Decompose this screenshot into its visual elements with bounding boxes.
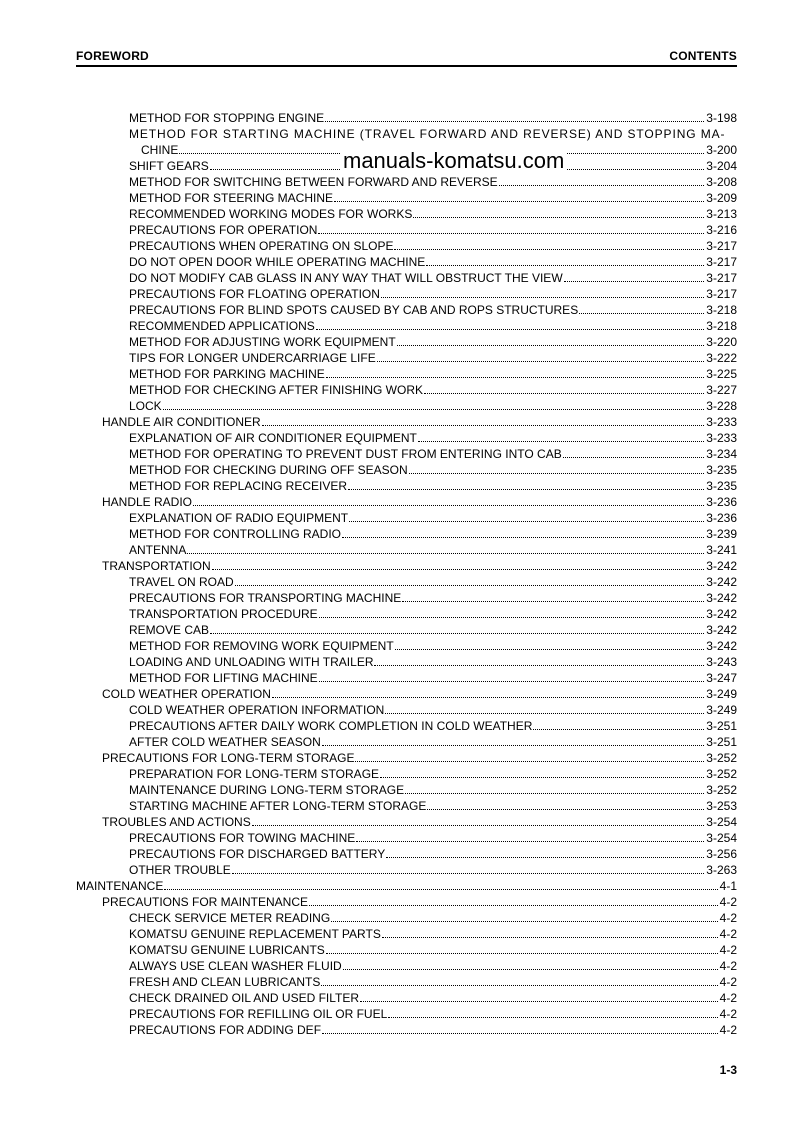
toc-entry-page: 3-235 <box>706 479 737 493</box>
toc-entry-title: METHOD FOR STOPPING ENGINE <box>129 111 325 125</box>
toc-entry-page: 3-252 <box>706 751 737 765</box>
toc-entry-page: 3-236 <box>706 495 737 509</box>
toc-entry[interactable] <box>76 621 737 637</box>
toc-entry-title: PRECAUTIONS FOR DISCHARGED BATTERY <box>129 847 386 861</box>
toc-entry[interactable] <box>76 909 737 925</box>
toc-entry[interactable] <box>76 1005 737 1021</box>
toc-entry[interactable] <box>76 461 737 477</box>
toc-entry-title: CHECK DRAINED OIL AND USED FILTER <box>129 991 360 1005</box>
toc-entry-page: 3-241 <box>706 543 737 557</box>
toc-entry[interactable] <box>76 685 737 701</box>
dot-leader <box>325 121 704 122</box>
toc-entry-title: PRECAUTIONS FOR ADDING DEF <box>129 1023 322 1037</box>
toc-entry-title: HANDLE AIR CONDITIONER <box>102 415 261 429</box>
toc-entry-page: 3-234 <box>706 447 737 461</box>
dot-leader <box>348 489 704 490</box>
toc-entry-title: TIPS FOR LONGER UNDERCARRIAGE LIFE <box>129 351 376 365</box>
dot-leader <box>382 937 718 938</box>
dot-leader <box>427 809 704 810</box>
toc-entry-page: 3-249 <box>706 687 737 701</box>
dot-leader <box>564 281 705 282</box>
toc-entry-title: PRECAUTIONS FOR BLIND SPOTS CAUSED BY CAB AND ROPS STRUCTURES <box>129 303 579 317</box>
toc-entry-title: PRECAUTIONS FOR FLOATING OPERATION <box>129 287 380 301</box>
toc-entry[interactable] <box>76 253 737 269</box>
toc-entry-page: 3-233 <box>706 431 737 445</box>
toc-entry-title: LOADING AND UNLOADING WITH TRAILER <box>129 655 374 669</box>
toc-entry-page: 3-217 <box>706 271 737 285</box>
dot-leader <box>318 233 704 234</box>
toc-entry-page: 3-217 <box>706 255 737 269</box>
toc-entry-page: 3-239 <box>706 527 737 541</box>
toc-entry-title: METHOD FOR LIFTING MACHINE <box>129 671 318 685</box>
toc-entry-title: SHIFT GEARS <box>129 159 209 173</box>
dot-leader <box>374 665 704 666</box>
toc-entry[interactable] <box>76 589 737 605</box>
dot-leader <box>426 265 704 266</box>
toc-entry-title: MAINTENANCE <box>76 879 164 893</box>
running-header-left: FOREWORD <box>76 49 149 63</box>
dot-leader <box>319 681 705 682</box>
dot-leader <box>235 585 705 586</box>
dot-leader <box>343 969 718 970</box>
watermark: manuals-komatsu.com <box>343 148 565 173</box>
toc-entry[interactable] <box>76 509 737 525</box>
toc-entry-page: 3-242 <box>706 575 737 589</box>
toc-entry[interactable] <box>76 653 737 669</box>
dot-leader <box>212 569 705 570</box>
toc-entry-page: 4-2 <box>719 1023 737 1037</box>
dot-leader <box>272 697 704 698</box>
toc-entry-title: MAINTENANCE DURING LONG-TERM STORAGE <box>129 783 405 797</box>
toc-entry[interactable] <box>76 493 737 509</box>
toc-entry[interactable] <box>76 189 737 205</box>
toc-entry-title: FRESH AND CLEAN LUBRICANTS <box>129 975 321 989</box>
toc-entry[interactable] <box>76 957 737 973</box>
page-number: 1-3 <box>719 1063 737 1077</box>
toc-entry[interactable] <box>76 717 737 733</box>
dot-leader <box>342 537 704 538</box>
toc-entry[interactable] <box>76 109 737 125</box>
toc-entry[interactable] <box>76 269 737 285</box>
dot-leader <box>499 185 705 186</box>
dot-leader <box>405 793 704 794</box>
toc-entry-title: KOMATSU GENUINE REPLACEMENT PARTS <box>129 927 381 941</box>
dot-leader <box>579 313 704 314</box>
toc-entry-title: RECOMMENDED WORKING MODES FOR WORKS <box>129 207 413 221</box>
toc-entry[interactable] <box>76 525 737 541</box>
toc-entry-title: DO NOT MODIFY CAB GLASS IN ANY WAY THAT WILL OBSTRUCT THE VIEW <box>129 271 563 285</box>
toc-entry-page: 3-251 <box>706 719 737 733</box>
toc-entry-page: 3-216 <box>706 223 737 237</box>
dot-leader <box>413 217 704 218</box>
dot-leader <box>326 377 705 378</box>
toc-entry-page: 3-242 <box>706 623 737 637</box>
dot-leader <box>418 441 704 442</box>
dot-leader <box>232 873 705 874</box>
table-of-contents <box>76 109 737 1037</box>
toc-entry-title: PREPARATION FOR LONG-TERM STORAGE <box>129 767 380 781</box>
toc-entry-title: ALWAYS USE CLEAN WASHER FLUID <box>129 959 342 973</box>
header-rule <box>76 65 737 67</box>
dot-leader <box>424 393 704 394</box>
dot-leader <box>322 1033 718 1034</box>
toc-entry-title: COLD WEATHER OPERATION <box>102 687 271 701</box>
toc-entry-title: REMOVE CAB <box>129 623 210 637</box>
toc-entry-title: STARTING MACHINE AFTER LONG-TERM STORAGE <box>129 799 427 813</box>
toc-entry-title: RECOMMENDED APPLICATIONS <box>129 319 315 333</box>
toc-entry-page: 4-2 <box>719 975 737 989</box>
dot-leader <box>322 745 704 746</box>
dot-leader <box>409 473 705 474</box>
dot-leader <box>381 297 704 298</box>
dot-leader <box>394 249 704 250</box>
toc-entry-title: METHOD FOR CHECKING DURING OFF SEASON <box>129 463 408 477</box>
toc-entry-title: LOCK <box>129 399 162 413</box>
toc-entry-title: AFTER COLD WEATHER SEASON <box>129 735 321 749</box>
dot-leader <box>380 777 704 778</box>
toc-entry-title: PRECAUTIONS AFTER DAILY WORK COMPLETION IN COLD WEATHER <box>129 719 533 733</box>
dot-leader <box>355 761 704 762</box>
toc-entry-page: 4-1 <box>719 879 737 893</box>
toc-entry-page: 4-2 <box>719 943 737 957</box>
dot-leader <box>210 633 704 634</box>
toc-entry-page: 3-263 <box>706 863 737 877</box>
dot-leader <box>309 905 718 906</box>
toc-entry[interactable] <box>76 125 737 141</box>
toc-entry-page: 3-243 <box>706 655 737 669</box>
toc-entry-page: 3-254 <box>706 831 737 845</box>
dot-leader <box>349 521 704 522</box>
toc-entry-page: 3-252 <box>706 783 737 797</box>
dot-leader <box>395 649 705 650</box>
toc-entry-page: 3-254 <box>706 815 737 829</box>
toc-entry-title: CHECK SERVICE METER READING <box>129 911 331 925</box>
toc-entry-title: OTHER TROUBLE <box>129 863 231 877</box>
toc-entry[interactable] <box>76 861 737 877</box>
toc-entry-title: DO NOT OPEN DOOR WHILE OPERATING MACHINE <box>129 255 426 269</box>
toc-entry-page: 3-200 <box>706 143 737 157</box>
toc-entry[interactable] <box>76 813 737 829</box>
toc-entry-title: ANTENNA <box>129 543 187 557</box>
toc-entry-page: 3-252 <box>706 767 737 781</box>
toc-entry[interactable] <box>76 429 737 445</box>
toc-entry-title: TRANSPORTATION PROCEDURE <box>129 607 318 621</box>
toc-entry-page: 3-204 <box>706 159 737 173</box>
toc-entry[interactable] <box>76 301 737 317</box>
toc-entry-title: TRANSPORTATION <box>102 559 211 573</box>
dot-leader <box>360 1001 718 1002</box>
dot-leader <box>321 985 717 986</box>
toc-entry-page: 3-213 <box>706 207 737 221</box>
toc-entry-page: 3-256 <box>706 847 737 861</box>
toc-entry-title: METHOD FOR CONTROLLING RADIO <box>129 527 342 541</box>
toc-entry[interactable] <box>76 829 737 845</box>
dot-leader <box>319 617 705 618</box>
dot-leader <box>388 1017 717 1018</box>
toc-entry-page: 4-2 <box>719 927 737 941</box>
toc-entry[interactable] <box>76 765 737 781</box>
toc-entry-page: 3-242 <box>706 591 737 605</box>
toc-entry-title: PRECAUTIONS FOR TRANSPORTING MACHINE <box>129 591 402 605</box>
toc-entry-title: TRAVEL ON ROAD <box>129 575 234 589</box>
toc-entry-page: 3-242 <box>706 607 737 621</box>
toc-entry[interactable] <box>76 877 737 893</box>
toc-entry-title: PRECAUTIONS FOR REFILLING OIL OR FUEL <box>129 1007 388 1021</box>
toc-entry-page: 3-217 <box>706 239 737 253</box>
toc-entry-page: 3-217 <box>706 287 737 301</box>
dot-leader <box>164 889 717 890</box>
toc-entry-page: 3-218 <box>706 303 737 317</box>
toc-entry-page: 3-220 <box>706 335 737 349</box>
dot-leader <box>402 601 704 602</box>
toc-entry-page: 3-208 <box>706 175 737 189</box>
toc-entry-page: 3-249 <box>706 703 737 717</box>
toc-entry-page: 3-242 <box>706 639 737 653</box>
dot-leader <box>563 457 705 458</box>
toc-entry-title: METHOD FOR ADJUSTING WORK EQUIPMENT <box>129 335 396 349</box>
dot-leader <box>377 361 705 362</box>
toc-entry-title: METHOD FOR REMOVING WORK EQUIPMENT <box>129 639 394 653</box>
toc-entry-page: 4-2 <box>719 959 737 973</box>
dot-leader <box>326 953 718 954</box>
toc-entry-title: METHOD FOR OPERATING TO PREVENT DUST FROM ENTERING INTO CAB <box>129 447 562 461</box>
dot-leader <box>252 825 705 826</box>
dot-leader <box>533 729 704 730</box>
dot-leader <box>193 505 704 506</box>
toc-entry-page: 3-225 <box>706 367 737 381</box>
toc-entry[interactable] <box>76 557 737 573</box>
toc-entry-title: PRECAUTIONS FOR LONG-TERM STORAGE <box>102 751 355 765</box>
dot-leader <box>331 921 718 922</box>
toc-entry[interactable] <box>76 173 737 189</box>
toc-entry[interactable] <box>76 285 737 301</box>
toc-entry[interactable] <box>76 365 737 381</box>
toc-entry[interactable] <box>76 413 737 429</box>
toc-entry-page: 4-2 <box>719 895 737 909</box>
toc-entry-title: HANDLE RADIO <box>102 495 193 509</box>
dot-leader <box>386 857 704 858</box>
toc-entry[interactable] <box>76 925 737 941</box>
toc-entry-title: PRECAUTIONS FOR TOWING MACHINE <box>129 831 356 845</box>
toc-entry-page: 4-2 <box>719 911 737 925</box>
toc-entry-page: 3-236 <box>706 511 737 525</box>
toc-entry[interactable] <box>76 221 737 237</box>
toc-entry[interactable] <box>76 797 737 813</box>
dot-leader <box>385 713 704 714</box>
toc-entry-title: EXPLANATION OF RADIO EQUIPMENT <box>129 511 349 525</box>
toc-entry-title: METHOD FOR PARKING MACHINE <box>129 367 325 381</box>
toc-entry[interactable] <box>76 237 737 253</box>
toc-entry-page: 3-227 <box>706 383 737 397</box>
toc-entry[interactable] <box>76 1021 737 1037</box>
toc-entry-page: 3-242 <box>706 559 737 573</box>
toc-entry[interactable] <box>76 989 737 1005</box>
toc-entry-title: METHOD FOR STARTING MACHINE (TRAVEL FORWARD AND REVERSE) AND STOPPING MA- <box>129 127 726 141</box>
toc-entry[interactable] <box>76 333 737 349</box>
toc-entry[interactable] <box>76 397 737 413</box>
dot-leader <box>262 425 705 426</box>
toc-entry-page: 3-247 <box>706 671 737 685</box>
toc-entry[interactable] <box>76 845 737 861</box>
toc-entry-page: 4-2 <box>719 991 737 1005</box>
toc-entry-page: 3-218 <box>706 319 737 333</box>
toc-entry[interactable] <box>76 205 737 221</box>
dot-leader <box>334 201 704 202</box>
toc-entry[interactable] <box>76 317 737 333</box>
toc-entry[interactable] <box>76 669 737 685</box>
toc-entry-page: 3-253 <box>706 799 737 813</box>
toc-entry-title: COLD WEATHER OPERATION INFORMATION <box>129 703 385 717</box>
running-header-right: CONTENTS <box>669 49 737 63</box>
toc-entry[interactable] <box>76 733 737 749</box>
toc-entry-page: 3-233 <box>706 415 737 429</box>
toc-entry[interactable] <box>76 941 737 957</box>
toc-entry-page: 3-222 <box>706 351 737 365</box>
toc-entry[interactable] <box>76 749 737 765</box>
toc-entry-page: 3-235 <box>706 463 737 477</box>
toc-entry[interactable] <box>76 781 737 797</box>
toc-entry-page: 3-228 <box>706 399 737 413</box>
toc-entry-title: METHOD FOR REPLACING RECEIVER <box>129 479 348 493</box>
dot-leader <box>187 553 704 554</box>
toc-entry-title: PRECAUTIONS FOR OPERATION <box>129 223 318 237</box>
dot-leader <box>397 345 705 346</box>
toc-entry-page: 3-209 <box>706 191 737 205</box>
toc-entry-title: EXPLANATION OF AIR CONDITIONER EQUIPMENT <box>129 431 417 445</box>
toc-entry-page: 3-251 <box>706 735 737 749</box>
toc-entry[interactable] <box>76 573 737 589</box>
toc-entry[interactable] <box>76 381 737 397</box>
toc-entry[interactable] <box>76 541 737 557</box>
toc-entry-title: METHOD FOR CHECKING AFTER FINISHING WORK <box>129 383 424 397</box>
toc-entry-title: KOMATSU GENUINE LUBRICANTS <box>129 943 325 957</box>
toc-entry-title: PRECAUTIONS FOR MAINTENANCE <box>102 895 309 909</box>
toc-entry[interactable] <box>76 477 737 493</box>
dot-leader <box>163 409 705 410</box>
toc-entry[interactable] <box>76 349 737 365</box>
toc-entry[interactable] <box>76 605 737 621</box>
toc-entry[interactable] <box>76 701 737 717</box>
toc-entry[interactable] <box>76 973 737 989</box>
dot-leader <box>316 329 704 330</box>
toc-entry[interactable] <box>76 445 737 461</box>
toc-entry-page: 3-198 <box>706 111 737 125</box>
toc-entry-title: METHOD FOR SWITCHING BETWEEN FORWARD AND REVERSE <box>129 175 498 189</box>
toc-entry-title: PRECAUTIONS WHEN OPERATING ON SLOPE <box>129 239 394 253</box>
toc-entry-page: 4-2 <box>719 1007 737 1021</box>
toc-entry-title: METHOD FOR STEERING MACHINE <box>129 191 334 205</box>
toc-entry[interactable] <box>76 637 737 653</box>
dot-leader <box>356 841 704 842</box>
toc-entry-title: TROUBLES AND ACTIONS <box>102 815 251 829</box>
toc-entry[interactable] <box>76 893 737 909</box>
toc-entry-title: CHINE <box>141 143 179 157</box>
